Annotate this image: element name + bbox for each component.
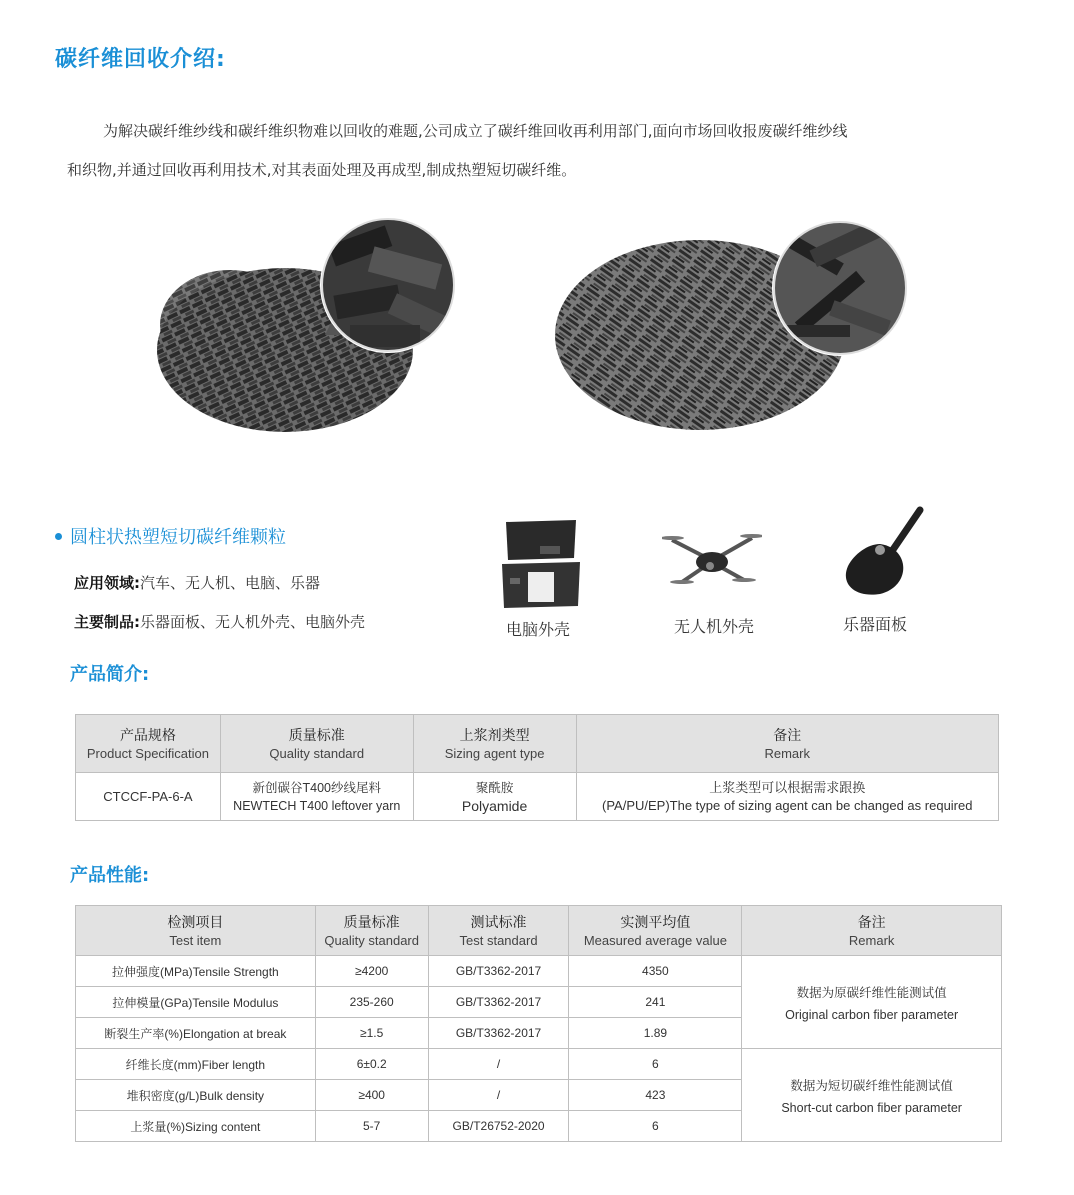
quality-cell: ≥1.5 bbox=[315, 1018, 428, 1049]
header-measured-value: 实测平均值 Measured average value bbox=[569, 906, 742, 956]
header-quality: 质量标准 Quality standard bbox=[220, 715, 413, 773]
spec-table bbox=[75, 714, 999, 821]
value-cell: 1.89 bbox=[569, 1018, 742, 1049]
performance-table-header bbox=[76, 906, 1002, 956]
spec-value: CTCCF-PA-6-A bbox=[76, 773, 221, 821]
header-test-standard: 测试标准 Test standard bbox=[428, 906, 569, 956]
application-label: 应用领域: bbox=[74, 574, 140, 592]
performance-table bbox=[75, 905, 1002, 1142]
product-bullet-title bbox=[55, 523, 286, 549]
caption-instrument: 乐器面板 bbox=[842, 615, 907, 634]
value-cell: 4350 bbox=[569, 956, 742, 987]
products-label: 主要制品: bbox=[74, 613, 140, 631]
standard-cell: / bbox=[428, 1080, 569, 1111]
table-row bbox=[76, 956, 1002, 987]
caption-laptop: 电脑外壳 bbox=[505, 620, 570, 639]
quality-cell: ≥4200 bbox=[315, 956, 428, 987]
products-value: 乐器面板、无人机外壳、电脑外壳 bbox=[140, 613, 366, 631]
test-item-cell: 纤维长度(mm)Fiber length bbox=[76, 1049, 316, 1080]
quality-cell: 5-7 bbox=[315, 1111, 428, 1142]
quality-cell: ≥400 bbox=[315, 1080, 428, 1111]
quality-value: 新创碳谷T400纱线尾料 NEWTECH T400 leftover yarn bbox=[220, 773, 413, 821]
quality-cell: 6±0.2 bbox=[315, 1049, 428, 1080]
spec-table-header bbox=[76, 715, 999, 773]
short-cut-fiber-photo bbox=[550, 215, 910, 450]
test-item-cell: 拉伸强度(MPa)Tensile Strength bbox=[76, 956, 316, 987]
remark-value: 上浆类型可以根据需求跟换 (PA/PU/EP)The type of sizing agent can be changed as required bbox=[576, 773, 999, 821]
value-cell: 6 bbox=[569, 1049, 742, 1080]
header-remark: 备注 Remark bbox=[742, 906, 1002, 956]
header-remark: 备注 Remark bbox=[576, 715, 999, 773]
remark-cell-original: 数据为原碳纤维性能测试值 Original carbon fiber parameter bbox=[742, 956, 1002, 1049]
intro-section-title: 产品简介: bbox=[70, 664, 150, 685]
application-value: 汽车、无人机、电脑、乐器 bbox=[140, 574, 321, 592]
product-name: 圆柱状热塑短切碳纤维颗粒 bbox=[70, 527, 286, 548]
products-line bbox=[74, 611, 365, 632]
header-sizing: 上浆剂类型 Sizing agent type bbox=[413, 715, 576, 773]
performance-section-title: 产品性能: bbox=[70, 865, 150, 886]
page-title: 碳纤维回收介绍: bbox=[55, 47, 226, 72]
quality-cell: 235-260 bbox=[315, 987, 428, 1018]
standard-cell: GB/T3362-2017 bbox=[428, 956, 569, 987]
header-quality-standard: 质量标准 Quality standard bbox=[315, 906, 428, 956]
bullet-icon bbox=[55, 533, 62, 540]
table-row bbox=[76, 1049, 1002, 1080]
standard-cell: GB/T3362-2017 bbox=[428, 987, 569, 1018]
value-cell: 6 bbox=[569, 1111, 742, 1142]
remark-cell-shortcut: 数据为短切碳纤维性能测试值 Short-cut carbon fiber parameter bbox=[742, 1049, 1002, 1142]
test-item-cell: 堆积密度(g/L)Bulk density bbox=[76, 1080, 316, 1111]
laptop-case-image bbox=[500, 518, 582, 610]
intro-line-2: 和织物,并通过回收再利用技术,对其表面处理及再成型,制成热塑短切碳纤维。 bbox=[67, 161, 577, 179]
standard-cell: GB/T3362-2017 bbox=[428, 1018, 569, 1049]
intro-line-1: 为解决碳纤维纱线和碳纤维织物难以回收的难题,公司成立了碳纤维回收再利用部门,面向市场回收报废碳纤维纱线 bbox=[103, 122, 848, 140]
header-spec: 产品规格 Product Specification bbox=[76, 715, 221, 773]
value-cell: 423 bbox=[569, 1080, 742, 1111]
test-item-cell: 断裂生产率(%)Elongation at break bbox=[76, 1018, 316, 1049]
drone-image bbox=[662, 520, 762, 600]
test-item-cell: 上浆量(%)Sizing content bbox=[76, 1111, 316, 1142]
instrument-panel-image bbox=[840, 506, 930, 601]
standard-cell: GB/T26752-2020 bbox=[428, 1111, 569, 1142]
sizing-value: 聚酰胺 Polyamide bbox=[413, 773, 576, 821]
test-item-cell: 拉伸模量(GPa)Tensile Modulus bbox=[76, 987, 316, 1018]
cylindrical-pellets-photo bbox=[150, 215, 460, 445]
caption-drone: 无人机外壳 bbox=[673, 617, 754, 636]
header-test-item: 检测项目 Test item bbox=[76, 906, 316, 956]
application-line bbox=[74, 572, 320, 593]
spec-table-row bbox=[76, 773, 999, 821]
value-cell: 241 bbox=[569, 987, 742, 1018]
standard-cell: / bbox=[428, 1049, 569, 1080]
